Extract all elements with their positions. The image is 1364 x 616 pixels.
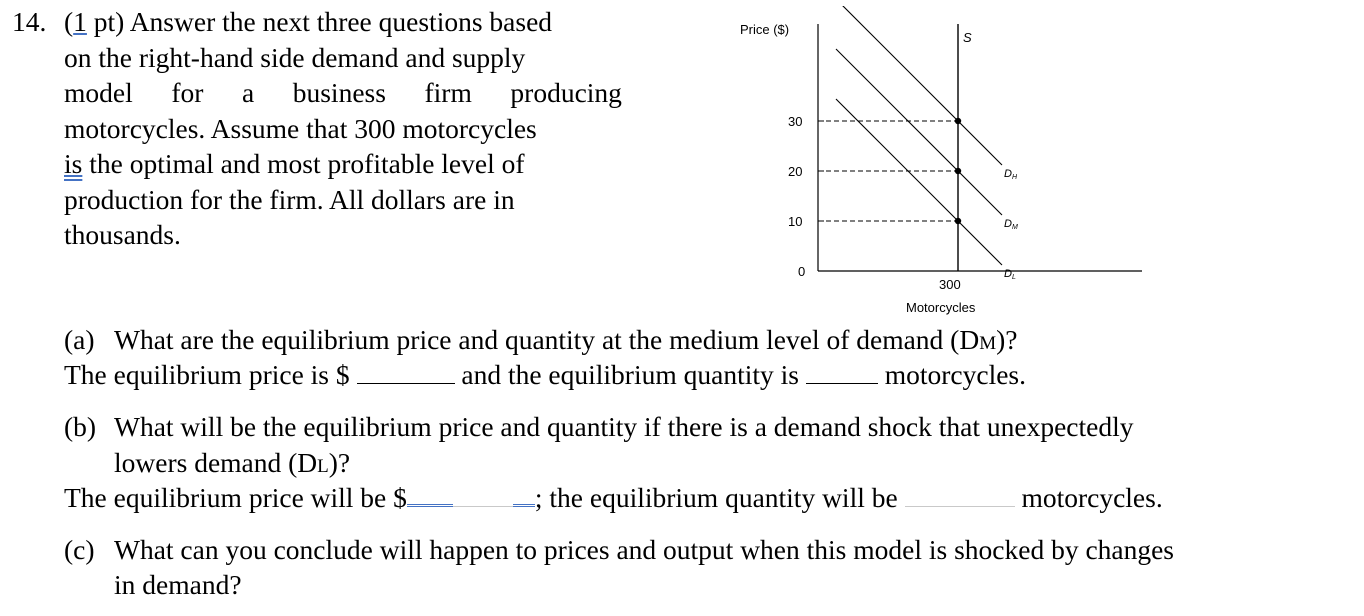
demand-label-DL: DL: [1004, 268, 1016, 281]
demand-curve-DH: [836, 6, 1002, 165]
part-b-line-2: lowers demand (DL)?: [114, 447, 351, 478]
question-intro: [12, 4, 622, 253]
part-c-label: (c): [64, 534, 95, 565]
y-axis-label: Price ($): [740, 22, 790, 37]
question-line-3: model for a business firm producing: [64, 77, 622, 108]
answer-b-quantity-blank[interactable]: [905, 484, 1015, 507]
answer-b-price-blank-c[interactable]: [513, 482, 535, 507]
question-line-7: thousands.: [64, 219, 181, 250]
answer-b-price-blank-a[interactable]: [407, 482, 453, 507]
question-line-1: 14. (1 pt) Answer the next three questions based: [12, 4, 622, 40]
y-tick-label-10: 10: [788, 214, 803, 229]
supply-label: S: [963, 30, 972, 45]
y-tick-label-30: 30: [788, 114, 803, 129]
part-c: (c) What can you conclude will happen to prices and output when this model is shocked by changes: [64, 532, 1174, 568]
question-number: 14.: [12, 6, 47, 37]
question-line-4: motorcycles. Assume that 300 motorcycles: [64, 112, 537, 144]
y-tick-label-20: 20: [788, 164, 803, 179]
question-line-5: is the optimal and most profitable level of: [64, 148, 525, 179]
part-c-line-2: in demand?: [114, 569, 242, 600]
question-line-6: production for the firm. All dollars are in: [64, 183, 515, 215]
equilibrium-point-DL: [955, 218, 961, 224]
equilibrium-point-DH: [955, 118, 961, 124]
part-b: (b) What will be the equilibrium price and quantity if there is a demand shock that unexpectedly: [64, 409, 1133, 445]
answer-b-price-blank-b[interactable]: [453, 484, 513, 507]
part-a-label: (a): [64, 324, 95, 355]
is-word: is: [64, 148, 83, 179]
x-axis-label: Motorcycles: [906, 300, 976, 315]
x-tick-300: 300: [939, 277, 961, 292]
equilibrium-point-DM: [955, 168, 961, 174]
part-b-label: (b): [64, 411, 97, 442]
demand-label-DM: DM: [1004, 218, 1018, 231]
points-value: 1: [73, 6, 87, 37]
supply-demand-chart: [720, 6, 1160, 316]
part-b-answer: The equilibrium price will be $ ; the equilibrium quantity will be motorcycles.: [64, 482, 1163, 513]
demand-curve-DL: [836, 99, 1002, 265]
demand-label-DH: DH: [1004, 168, 1018, 181]
answer-a-price-blank[interactable]: [357, 361, 455, 384]
part-a: (a) What are the equilibrium price and quantity at the medium level of demand (DM)?: [64, 322, 1017, 362]
demand-curve-DM: [836, 49, 1002, 215]
answer-a-quantity-blank[interactable]: [806, 361, 878, 384]
part-a-answer: The equilibrium price is $ and the equilibrium quantity is motorcycles.: [64, 359, 1026, 390]
y-tick-label-0: 0: [798, 264, 806, 279]
question-line-2: on the right-hand side demand and supply: [64, 41, 526, 73]
